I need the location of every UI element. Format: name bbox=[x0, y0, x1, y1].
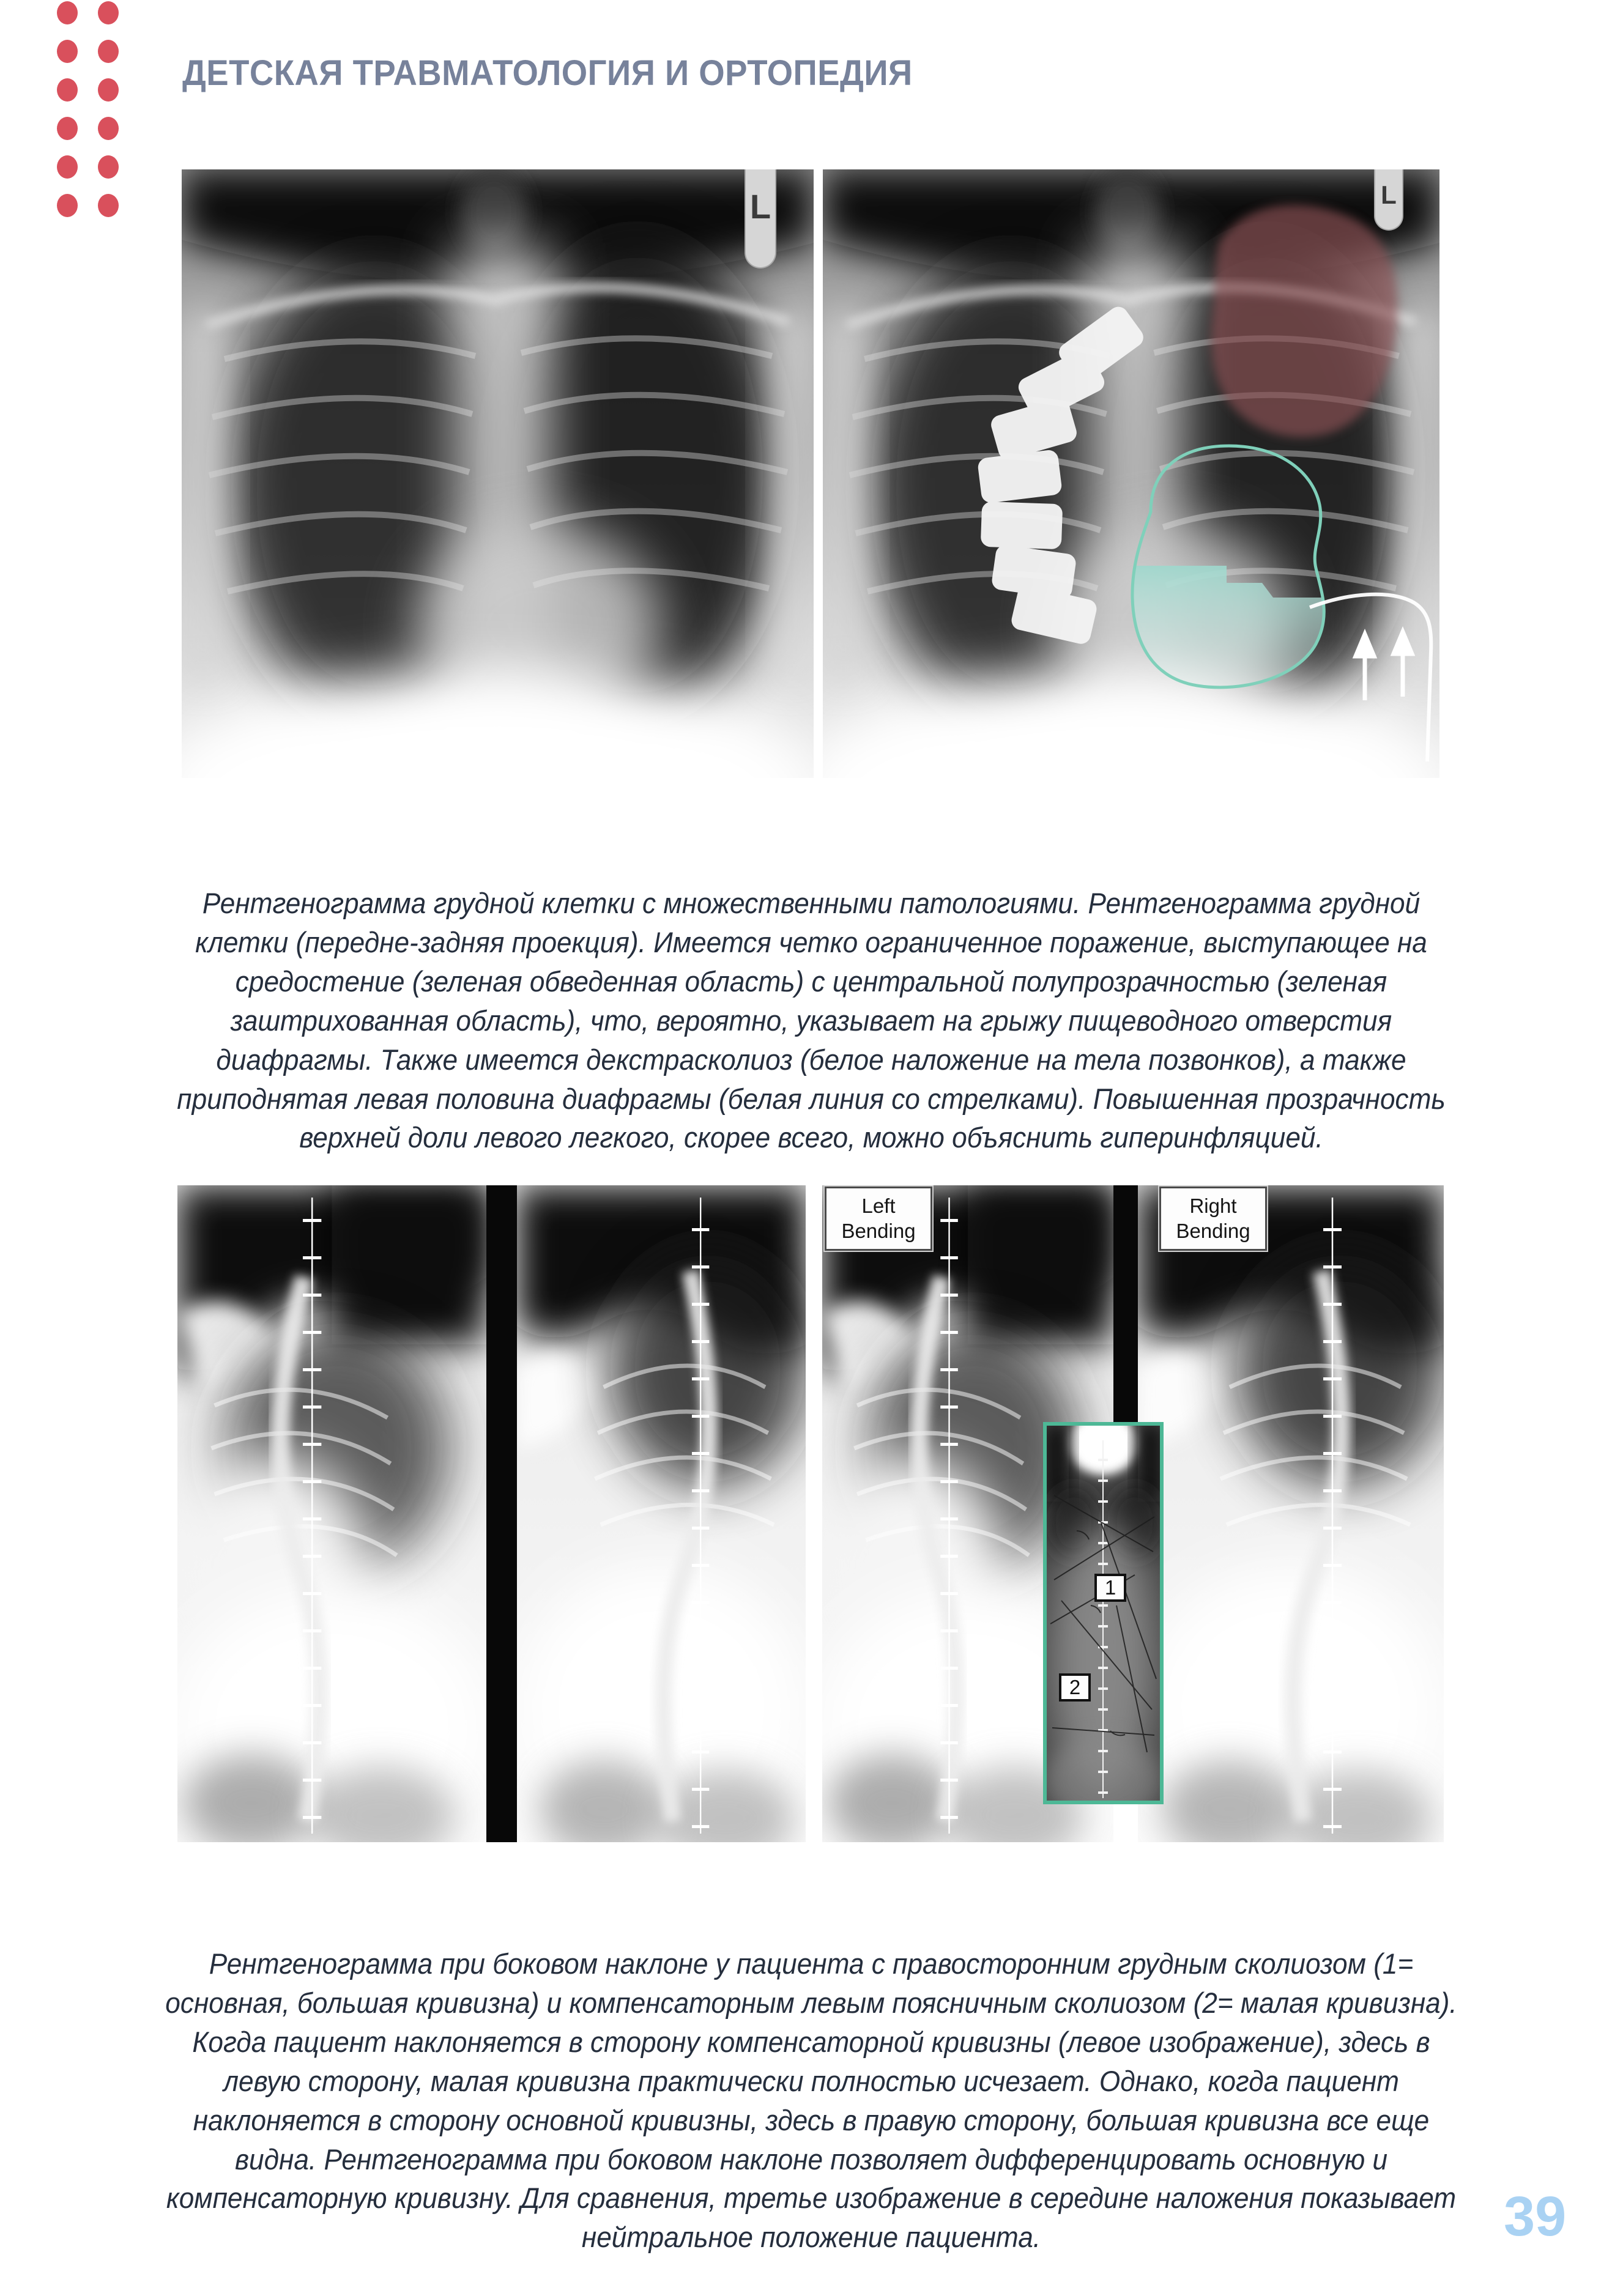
bending-strip-left-1 bbox=[177, 1185, 486, 1842]
film-divider-bar bbox=[1113, 1185, 1138, 1424]
film-divider-bar bbox=[486, 1185, 517, 1842]
dot-icon bbox=[57, 117, 78, 140]
right-bending-label: Right Bending bbox=[1159, 1187, 1267, 1251]
dot-icon bbox=[57, 155, 78, 179]
chest-xray-original bbox=[182, 169, 814, 778]
dot-icon bbox=[57, 1, 78, 24]
dot-icon bbox=[98, 40, 119, 63]
dot-icon bbox=[98, 1, 119, 24]
dot-icon bbox=[57, 40, 78, 63]
chest-xray-annotated bbox=[823, 169, 1439, 778]
bending-xray-montage bbox=[177, 1185, 1444, 1842]
red-overlay-region bbox=[1211, 205, 1397, 437]
figure1-caption: Рентгенограмма грудной клетки с множественными патологиями. Рентгенограмма грудной клетки (передне-задняя проекция). Имеется четко ограниченное поражение, выступающее на средостение (зеленая обведенная область) с центральной полупрозрачностью (зеленая заштрихованная область), что, вероятно, указывает на грыжу пищеводного отверстия диафрагмы. Также имеется декстрасколиоз (белое наложение на тела позвонков), а также приподнятая левая половина диафрагмы (белая линия со стрелками). Повышенная прозрачность верхней доли левого легкого, скорее всего, можно объяснить гиперинфляцией. bbox=[177, 887, 1446, 1154]
page-title: ДЕТСКАЯ ТРАВМАТОЛОГИЯ И ОРТОПЕДИЯ bbox=[182, 53, 913, 93]
side-marker-l: L bbox=[1374, 169, 1403, 231]
bending-strip-right-1 bbox=[517, 1185, 806, 1842]
dot-icon bbox=[57, 194, 78, 217]
neutral-position-inset bbox=[1043, 1422, 1164, 1804]
red-dots-ornament bbox=[57, 1, 119, 217]
dot-icon bbox=[98, 117, 119, 140]
bending-strip-right-2 bbox=[1138, 1185, 1444, 1842]
minor-curve-marker-2: 2 bbox=[1059, 1673, 1091, 1702]
figure2-caption: Рентгенограмма при боковом наклоне у пациента с правосторонним грудным сколиозом (1= основная, большая кривизна) и компенсаторным левым поясничным сколиозом (2= малая кривизна). Когда пациент наклоняется в сторону компенсаторной кривизны (левое изображение), здесь в левую сторону, малая кривизна практически полностью исчезает. Однако, когда пациент наклоняется в сторону основной кривизны, здесь в правую сторону, большая кривизна все еще видна. Рентгенограмма при боковом наклоне позволяет дифференцировать основную и компенсаторную кривизну. Для сравнения, третье изображение в середине наложения показывает нейтральное положение пациента. bbox=[165, 1947, 1457, 2254]
dot-icon bbox=[98, 194, 119, 217]
page-number: 39 bbox=[1504, 2185, 1567, 2248]
major-curve-marker-1: 1 bbox=[1094, 1574, 1126, 1602]
dot-icon bbox=[57, 78, 78, 102]
dot-icon bbox=[98, 155, 119, 179]
left-bending-label: Left Bending bbox=[825, 1187, 932, 1251]
dot-icon bbox=[98, 78, 119, 102]
side-marker-l: L bbox=[745, 169, 776, 268]
